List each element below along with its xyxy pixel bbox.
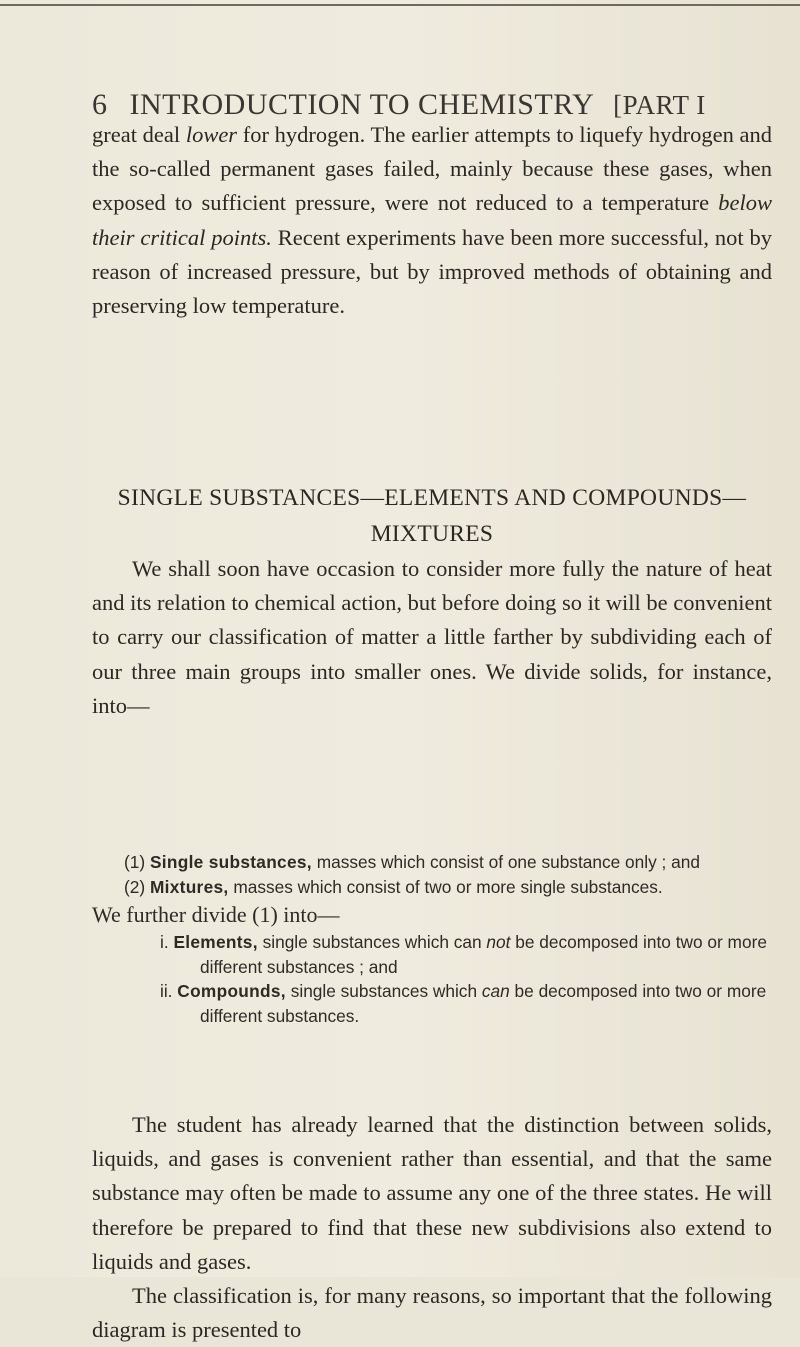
list-term: Compounds, [177,981,286,1001]
list-item [92,930,772,979]
list-text: masses which consist of two or more single substances. [228,876,663,897]
paragraph-2-text: We shall soon have occasion to consider more fully the nature of heat and its relation to chemical action, but before doing so it will be convenient to carry our classification of matter a little farther by subdividing each of our three main groups into smaller ones. We divide solids, for instance, into— [92,556,772,718]
paragraph-1-emphasis-critical: below their critical points. [92,190,772,250]
list-marker: i. [160,932,169,952]
paragraph-1-text-a: great deal [92,122,186,147]
list-marker: (1) [124,852,146,872]
section-heading: SINGLE SUBSTANCES—ELEMENTS AND COMPOUNDS—MIXTURES [117,485,747,547]
paragraph-1 [92,118,772,323]
list-text: single substances which [285,981,482,1001]
list-marker: ii. [160,981,173,1001]
list-lead: We further divide (1) into— [92,902,340,927]
list-item [92,875,772,900]
paragraph-4-text: The classification is, for many reasons, so important that the following diagram is presented to [92,1283,772,1343]
paragraph-2 [92,552,772,723]
list-term: Mixtures, [149,876,229,897]
list-marker: (2) [124,876,146,897]
paragraph-1-emphasis-lower: lower [185,122,238,147]
classification-list [92,850,772,1028]
list-text: masses which consist of one substance only ; and [311,852,700,872]
running-header [92,88,782,122]
list-text: be decomposed into two or more different substances. [200,981,767,1026]
list-term: Elements, [173,932,258,952]
paragraph-3-text: The student has already learned that the distinction between solids, liquids, and gases is convenient rather than essential, and that the same substance may often be made to assume any one of the three states. He will therefore be prepared to find that these new subdivisions also extend to liquids and gases. [92,1112,772,1274]
list-emphasis: can [481,981,510,1001]
list-item [92,850,772,875]
list-emphasis: not [486,932,511,952]
list-text: be decomposed into two or more different substances ; and [200,932,767,977]
paragraph-1-text-b: for hydrogen. The earlier attempts to liquefy hydrogen and the so-called permanent gases failed, mainly because these gases, when exposed to sufficient pressure, were not reduced to a temperature [92,122,772,216]
list-item [92,979,772,1028]
running-title: INTRODUCTION TO CHEMISTRY [129,88,594,121]
section-label: [PART I [613,90,706,120]
list-term: Single substances, [149,852,312,872]
top-rule [0,4,800,6]
paragraph-3 [92,1108,772,1347]
paragraph-1-text-c: Recent experiments have been more successful, not by reason of increased pressure, but by improved methods of obtaining and preserving low temperature. [92,224,772,319]
page-number: 6 [92,88,108,121]
list-text: single substances which can [257,932,487,952]
